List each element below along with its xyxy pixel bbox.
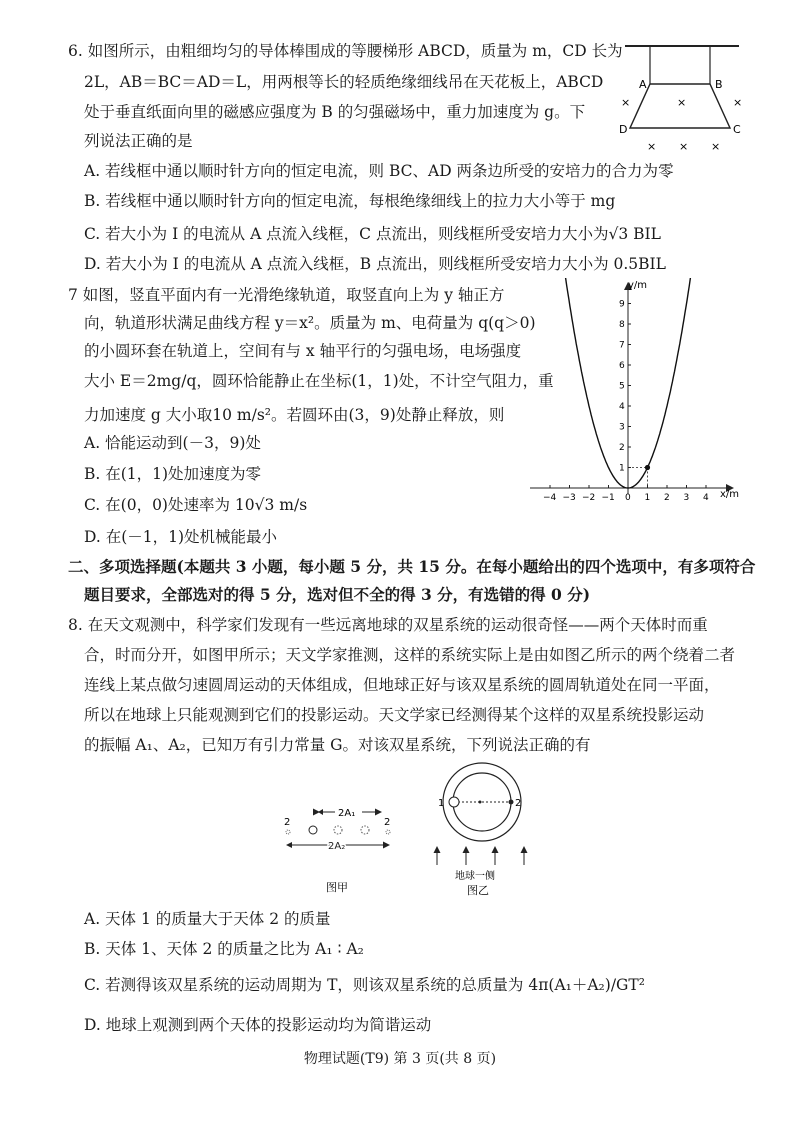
x-tick-label: −3: [562, 493, 576, 503]
x-tick-label: 1: [644, 493, 651, 503]
q8-line-1: 8. 在天文观测中，科学家们发现有一些远离地球的双星系统的运动很奇怪——两个天体时而重: [68, 616, 708, 634]
y-tick-label: 6: [619, 361, 625, 371]
q8-line-5: 的振幅 A₁、A₂，已知万有引力常量 G。对该双星系统，下列说法正确的有: [84, 736, 591, 754]
q8-option-d: D. 地球上观测到两个天体的投影运动均为简谐运动: [84, 1016, 432, 1034]
label-left: 2: [284, 817, 291, 828]
section2-line-1: 二、多项选择题(本题共 3 小题，每小题 5 分，共 15 分。在每小题给出的四个选项中，有多项符合: [68, 557, 756, 576]
label-body-2: 2: [515, 798, 522, 809]
label-right: 2: [384, 817, 391, 828]
parabola-graph: [520, 278, 740, 503]
x-tick-label: −4: [543, 493, 557, 503]
q6-option-c: C. 若大小为 I 的电流从 A 点流入线框，C 点流出，则线框所受安培力大小为√3 BIL: [84, 225, 661, 243]
label-b: B: [715, 78, 723, 91]
q8-option-c: C. 若测得该双星系统的运动周期为 T，则该双星系统的总质量为 4π(A₁＋A₂)/GT²: [84, 976, 645, 994]
section2-line-2: 题目要求，全部选对的得 5 分，选对但不全的得 3 分，有选错的得 0 分): [84, 585, 591, 604]
x-tick-label: −2: [582, 493, 596, 503]
field-mark: ×: [711, 140, 721, 153]
q8-line-2: 合，时而分开，如图甲所示；天文学家推测，这样的系统实际上是由如图乙所示的两个绕着二者: [84, 646, 736, 664]
q8-option-b: B. 天体 1、天体 2 的质量之比为 A₁ ∶ A₂: [84, 940, 364, 958]
caption-jia: 图甲: [326, 881, 348, 894]
q8-option-a: A. 天体 1 的质量大于天体 2 的质量: [84, 910, 331, 928]
q7-option-c: C. 在(0，0)处速率为 10√3 m/s: [84, 496, 308, 514]
y-tick-label: 1: [619, 463, 625, 474]
label-c: C: [733, 123, 741, 136]
q7-line-1: 7 如图，竖直平面内有一光滑绝缘轨道，取竖直向上为 y 轴正方: [68, 286, 505, 304]
q6-line-4: 列说法正确的是: [84, 132, 193, 150]
x-tick-label: 0: [625, 493, 631, 503]
q7-line-4: 大小 E＝2mg/q，圆环恰能静止在坐标(1，1)处，不计空气阻力，重: [84, 372, 554, 390]
q8-line-4: 所以在地球上只能观测到它们的投影运动。天文学家已经测得某个这样的双星系统投影运动: [84, 706, 705, 724]
q7-line-5: 力加速度 g 大小取10 m/s²。若圆环由(3，9)处静止释放，则: [84, 406, 505, 424]
field-mark: ×: [679, 140, 689, 153]
x-tick-label: 4: [703, 493, 709, 503]
x-tick-label: 2: [664, 493, 670, 503]
x-axis-label: x/m: [720, 489, 740, 500]
page-footer: 物理试题(T9) 第 3 页(共 8 页): [303, 1051, 497, 1067]
q7-line-3: 的小圆环套在轨道上，空间有与 x 轴平行的匀强电场，电场强度: [84, 342, 522, 360]
label-a: A: [639, 78, 647, 91]
y-axis-label: y/m: [628, 280, 648, 291]
y-tick-label: 5: [619, 381, 625, 392]
y-tick-label: 8: [619, 320, 625, 330]
y-tick-label: 9: [619, 299, 625, 310]
y-tick-label: 2: [619, 443, 625, 453]
y-tick-label: 3: [619, 422, 625, 433]
q7-option-d: D. 在(－1，1)处机械能最小: [84, 528, 278, 546]
x-tick-label: −1: [601, 493, 615, 503]
q7-option-b: B. 在(1，1)处加速度为零: [84, 465, 262, 483]
y-tick-label: 7: [619, 340, 625, 351]
q7-option-a: A. 恰能运动到(－3，9)处: [84, 434, 261, 452]
field-mark: ×: [621, 96, 631, 109]
trapezoid-figure: [615, 38, 745, 156]
y-tick-label: 4: [619, 402, 625, 412]
q7-line-2: 向，轨道形状满足曲线方程 y＝x²。质量为 m、电荷量为 q(q＞0): [84, 314, 536, 332]
figure-jia: [280, 795, 400, 895]
q6-line-2: 2L，AB＝BC＝AD＝L，用两根等长的轻质绝缘细线吊在天花板上，ABCD: [84, 73, 604, 91]
label-d: D: [619, 123, 628, 136]
figure-yi: [425, 762, 545, 902]
ring-point: [645, 465, 650, 470]
q6-option-b: B. 若线框中通以顺时针方向的恒定电流，每根绝缘细线上的拉力大小等于 mg: [84, 192, 616, 210]
caption-yi: 图乙: [467, 884, 489, 897]
x-tick-label: 3: [683, 493, 690, 503]
field-mark: ×: [733, 96, 743, 109]
q6-option-a: A. 若线框中通以顺时针方向的恒定电流，则 BC、AD 两条边所受的安培力的合力为零: [84, 162, 674, 180]
label-2a1: 2A₁: [338, 808, 356, 819]
q6-line-3: 处于垂直纸面向里的磁感应强度为 B 的匀强磁场中，重力加速度为 g。下: [84, 103, 586, 121]
q6-option-d: D. 若大小为 I 的电流从 A 点流入线框，B 点流出，则线框所受安培力大小为 0.5BIL: [84, 255, 666, 273]
q6-line-1: 6. 如图所示，由粗细均匀的导体棒围成的等腰梯形 ABCD，质量为 m，CD 长为: [68, 42, 623, 60]
field-mark: ×: [677, 96, 687, 109]
label-body-1: 1: [438, 798, 445, 809]
q8-line-3: 连线上某点做匀速圆周运动的天体组成，但地球正好与该双星系统的圆周轨道处在同一平面，: [84, 676, 720, 694]
earth-side-label: 地球一侧: [455, 871, 495, 882]
label-2a2: 2A₂: [328, 841, 346, 852]
field-mark: ×: [647, 140, 657, 153]
